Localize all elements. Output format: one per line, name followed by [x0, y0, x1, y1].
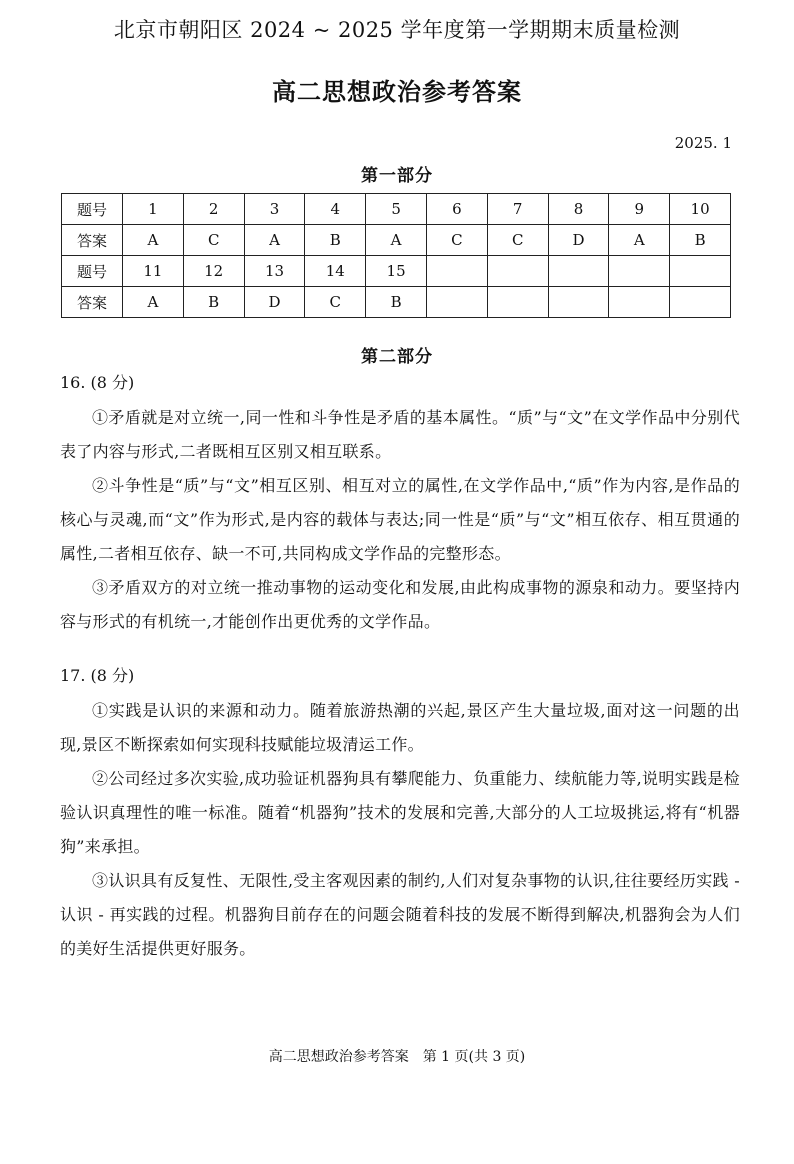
answer-cell: A	[366, 225, 427, 256]
question-number-cell	[426, 256, 487, 287]
answer-cell: B	[670, 225, 731, 256]
question-number-cell	[609, 256, 670, 287]
question-number-cell: 11	[123, 256, 184, 287]
question-17-answer	[60, 664, 740, 966]
question-heading: 17. (8 分)	[60, 666, 135, 685]
row-label: 答案	[62, 225, 123, 256]
answer-table	[61, 193, 731, 318]
answer-paragraph: ②公司经过多次实验,成功验证机器狗具有攀爬能力、负重能力、续航能力等,说明实践是检验认识真理性的唯一标准。随着“机器狗”技术的发展和完善,大部分的人工垃圾挑运,将有“机器狗”来承担。	[60, 769, 740, 856]
answer-cell: B	[183, 287, 244, 318]
answer-cell: D	[548, 225, 609, 256]
answer-cell: A	[123, 287, 184, 318]
answer-cell	[426, 287, 487, 318]
question-number-cell: 5	[366, 194, 427, 225]
answer-paragraph: ②斗争性是“质”与“文”相互区别、相互对立的属性,在文学作品中,“质”作为内容,是作品的核心与灵魂,而“文”作为形式,是内容的载体与表达;同一性是“质”与“文”相互依存、相互贯通的属性,二者相互依存、缺一不可,共同构成文学作品的完整形态。	[60, 476, 740, 563]
question-16-answer	[60, 371, 740, 639]
question-number-cell: 10	[670, 194, 731, 225]
question-number-cell: 7	[487, 194, 548, 225]
answer-cell: C	[183, 225, 244, 256]
answer-cell	[487, 287, 548, 318]
answer-cell: A	[609, 225, 670, 256]
question-number-cell: 15	[366, 256, 427, 287]
question-number-cell: 14	[305, 256, 366, 287]
document-date: 2025. 1	[674, 134, 732, 152]
part-two-title: 第二部分	[361, 347, 433, 367]
answer-cell: C	[487, 225, 548, 256]
question-number-cell: 1	[123, 194, 184, 225]
answer-cell	[548, 287, 609, 318]
question-number-cell: 6	[426, 194, 487, 225]
answer-paragraph: ①实践是认识的来源和动力。随着旅游热潮的兴起,景区产生大量垃圾,面对这一问题的出现,景区不断探索如何实现科技赋能垃圾清运工作。	[60, 701, 740, 754]
answer-cell: B	[305, 225, 366, 256]
question-number-cell	[487, 256, 548, 287]
question-number-cell: 13	[244, 256, 305, 287]
question-number-row	[62, 194, 731, 225]
question-number-cell: 2	[183, 194, 244, 225]
question-number-cell: 4	[305, 194, 366, 225]
question-number-cell: 9	[609, 194, 670, 225]
answer-cell: A	[244, 225, 305, 256]
question-number-cell: 8	[548, 194, 609, 225]
document-title: 高二思想政治参考答案	[272, 77, 522, 106]
answer-cell	[670, 287, 731, 318]
question-number-cell: 3	[244, 194, 305, 225]
row-label: 题号	[62, 256, 123, 287]
answer-cell: D	[244, 287, 305, 318]
question-number-cell	[548, 256, 609, 287]
question-number-cell	[670, 256, 731, 287]
answer-cell: B	[366, 287, 427, 318]
answer-row	[62, 225, 731, 256]
exam-title: 北京市朝阳区 2024 ~ 2025 学年度第一学期期末质量检测	[113, 18, 681, 42]
answer-cell: A	[123, 225, 184, 256]
answer-paragraph: ③认识具有反复性、无限性,受主客观因素的制约,人们对复杂事物的认识,往往要经历实践 - 认识 - 再实践的过程。机器狗目前存在的问题会随着科技的发展不断得到解决,机器狗会为人们的美好生活提供更好服务。	[60, 871, 740, 958]
question-heading: 16. (8 分)	[60, 373, 135, 392]
answer-cell: C	[305, 287, 366, 318]
question-number-row	[62, 256, 731, 287]
answer-row	[62, 287, 731, 318]
answer-paragraph: ①矛盾就是对立统一,同一性和斗争性是矛盾的基本属性。“质”与“文”在文学作品中分别代表了内容与形式,二者既相互区别又相互联系。	[60, 408, 740, 461]
answer-cell	[609, 287, 670, 318]
answer-cell: C	[426, 225, 487, 256]
row-label: 题号	[62, 194, 123, 225]
answer-paragraph: ③矛盾双方的对立统一推动事物的运动变化和发展,由此构成事物的源泉和动力。要坚持内容与形式的有机统一,才能创作出更优秀的文学作品。	[60, 578, 740, 631]
row-label: 答案	[62, 287, 123, 318]
page-footer: 高二思想政治参考答案 第 1 页(共 3 页)	[268, 1049, 526, 1065]
part-one-title: 第一部分	[361, 166, 433, 186]
question-number-cell: 12	[183, 256, 244, 287]
